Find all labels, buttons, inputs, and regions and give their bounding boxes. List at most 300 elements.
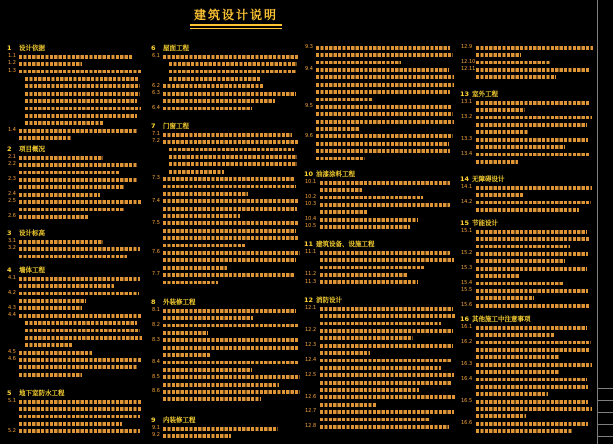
clause-text [19,314,142,318]
clause-text [476,370,559,374]
clause [6,191,142,198]
clause-continuation [303,256,455,263]
clause-text [163,324,298,328]
clause-text [163,107,252,111]
section-number: 14 [460,175,470,183]
clause [459,376,593,383]
clause-number: 14.2 [461,198,473,205]
clause [459,265,593,272]
clause-text [320,322,441,326]
clause [303,249,455,256]
section-number: 7 [151,122,156,130]
clause-number: 15.6 [461,301,473,308]
clause-number: 1.1 [8,53,16,59]
clause [6,305,142,312]
clause-text [316,149,450,153]
clause-number: 4.3 [8,304,16,311]
clause-text [476,407,592,411]
clause-continuation [303,349,455,356]
clause-continuation [6,327,142,334]
clause-text [476,333,555,337]
section-title: 墙体工程 [19,266,45,274]
clause-continuation [459,121,593,128]
clause [459,114,593,121]
clause-number: 12.5 [305,371,317,378]
clause-number: 8.1 [152,307,160,313]
clause-text [316,61,401,65]
clause-number: 4.2 [8,289,16,296]
clause-number: 7.4 [152,197,160,204]
clause [303,357,455,364]
clause [150,337,300,344]
clause-text [476,392,548,396]
clause-text [169,70,296,74]
clause-text [316,98,373,102]
clause-continuation [6,282,142,289]
clause-text [19,415,140,419]
clause-number: 2.3 [8,176,16,183]
clause-continuation [150,68,300,75]
notes-section [303,170,455,231]
clause-continuation [303,416,455,423]
section-title: 设计标高 [19,229,45,237]
clause-number: 12.4 [305,356,317,363]
clause-continuation [150,60,300,67]
clause-continuation [6,105,142,112]
clause-text [316,134,453,138]
clause-text [320,388,419,392]
clause-continuation [303,386,455,393]
clause [303,342,455,349]
section-title: 地下室防水工程 [19,389,65,397]
section-heading [150,416,300,425]
clause [459,44,593,51]
clause-text [163,92,296,96]
clause-continuation [6,184,142,191]
clause-text [163,316,253,320]
clause [459,136,593,143]
clause [6,349,142,356]
section-title: 内装修工程 [163,416,196,424]
clause-text [316,68,449,72]
clause-continuation [150,227,300,234]
clause-continuation [303,74,455,81]
clause-continuation [459,158,593,165]
clause [150,53,300,60]
clause-number: 15.2 [461,250,473,257]
clause-continuation [6,420,142,427]
clause-number: 3.1 [8,238,16,244]
clause-text [163,361,298,365]
clause-number: 1.4 [8,126,16,133]
clause-continuation [6,297,142,304]
clause-continuation [459,129,593,136]
clause [150,432,300,439]
clause-continuation [150,168,300,175]
clause-text [163,229,296,233]
clause-text [25,84,140,88]
clause [459,99,593,106]
clause [6,245,142,252]
section-title: 项目概况 [19,145,45,153]
section-title: 外装修工程 [163,298,196,306]
clause-number: 10.1 [305,179,317,185]
section-number: 5 [7,389,12,397]
clause-text [163,185,296,189]
notes-section [150,44,300,112]
clause-continuation [6,112,142,119]
clause [459,66,593,73]
clause [150,138,300,145]
clause-continuation [303,379,455,386]
clause-continuation [459,51,593,58]
clause-text [320,395,455,399]
clause-text [169,62,297,66]
clause-text [19,62,82,66]
clause-text [320,225,410,229]
section-number: 12 [304,296,314,304]
clause-text [169,162,297,166]
notes-column [6,0,142,444]
clause-text [163,207,297,211]
clause-text [25,99,137,103]
clause-continuation [150,205,300,212]
clause-text [316,112,453,116]
clause-text [163,331,208,335]
section-heading [459,90,593,99]
clause-text [25,121,104,125]
clause [459,228,593,235]
clause-number: 8.6 [152,388,160,395]
clause [150,425,300,432]
clause-continuation [459,413,593,420]
clause [6,53,142,60]
clause-text [476,378,587,382]
clause-text [19,136,72,140]
clause [303,271,455,278]
clause-text [19,292,139,296]
section-number: 15 [460,219,470,227]
clause-text [320,266,424,270]
clause-text [163,368,252,372]
clause-continuation [150,396,300,403]
clause [459,420,593,427]
notes-section [459,219,593,309]
clause-text [320,218,418,222]
clause-continuation [303,118,455,125]
clause-number: 12.8 [305,423,317,430]
clause [459,184,593,191]
clause [6,161,142,168]
clause-continuation [6,97,142,104]
clause-text [19,299,86,303]
clause-number: 16.1 [461,324,473,330]
clause-text [476,429,573,433]
clause-continuation [150,161,300,168]
clause [459,59,593,66]
clause-number: 8.2 [152,321,160,328]
clause-continuation [6,334,142,341]
clause-continuation [150,264,300,271]
clause-text [163,99,275,103]
notes-section [303,240,455,286]
clause [303,327,455,334]
clause-continuation [6,120,142,127]
clause-continuation [150,242,300,249]
clause [150,83,300,90]
clause-text [320,314,455,318]
section-title: 屋面工程 [163,44,189,52]
clause-text [316,75,454,79]
clause-continuation [459,383,593,390]
clause-text [316,83,454,87]
clause-number: 11.3 [305,278,317,285]
clause-text [19,365,137,369]
notes-section [150,298,300,403]
clause-continuation [303,51,455,58]
clause [150,271,300,278]
section-number: 13 [460,90,470,98]
clause-text [25,329,140,333]
clause-text [19,163,137,167]
clause-number: 4.5 [8,348,16,355]
section-number: 8 [151,298,156,306]
clause-text [476,341,591,345]
clause [150,220,300,227]
clause [303,372,455,379]
clause-continuation [459,346,593,353]
notes-section [459,315,593,435]
clause-number: 12.2 [305,327,317,334]
clause-continuation [6,169,142,176]
clause-text [476,108,525,112]
clause-text [19,429,140,433]
clause-text [476,153,590,157]
clause-number: 7.6 [152,249,160,256]
clause-number: 14.1 [461,184,473,190]
clause-continuation [303,96,455,103]
clause-text [476,68,590,72]
clause-text [163,55,299,59]
clause [459,287,593,294]
clause-continuation [303,59,455,66]
clause [303,423,455,430]
clause-text [19,70,142,74]
clause-number: 13.2 [461,113,473,120]
clause-continuation [303,147,455,154]
section-number: 4 [7,266,12,274]
clause-text [320,251,450,255]
clause-number: 13.3 [461,135,473,142]
clause [303,305,455,312]
clause-text [163,236,299,240]
clause-text [476,145,565,149]
clause-number: 2.5 [8,198,16,205]
clause-text [320,410,454,414]
clause-continuation [459,272,593,279]
notes-section [6,44,142,142]
clause-number: 12.1 [305,305,317,311]
section-heading [150,122,300,131]
clause-text [169,77,261,81]
clause [150,175,300,182]
clause [6,198,142,205]
clause-number: 9.5 [305,103,313,110]
clause-text [476,348,590,352]
clause [459,199,593,206]
clause-text [163,214,240,218]
clause-text [476,116,592,120]
clause [303,66,455,73]
clause-number: 5.1 [8,398,16,404]
clause-continuation [459,143,593,150]
clause-text [316,127,360,131]
clause-number: 10.5 [305,223,317,230]
section-number: 16 [460,315,470,323]
clause-text [25,343,72,347]
clause-text [320,188,362,192]
clause-text [320,418,429,422]
clause-text [19,277,140,281]
clause-number: 12.9 [461,44,473,50]
clause-text [320,181,450,185]
clause-text [19,200,142,204]
clause-number: 9.6 [305,132,313,139]
clause [6,154,142,161]
clause-number: 7.7 [152,271,160,278]
clause-text [19,240,103,244]
clause-text [19,178,138,182]
clause-continuation [6,75,142,82]
clause-continuation [150,190,300,197]
clause-continuation [6,413,142,420]
title-block [598,388,613,437]
clause-continuation [6,342,142,349]
section-heading [459,219,593,228]
clause-text [19,185,124,189]
clause [6,428,142,435]
clause-text [316,46,450,50]
section-heading [6,266,142,275]
clause-continuation [303,125,455,132]
clause-number: 2.6 [8,213,16,220]
clause-text [320,366,441,370]
notes-section [6,266,142,378]
clause-continuation [6,83,142,90]
clause-text [476,75,556,79]
title-block-rule [598,424,613,425]
clause-text [476,296,534,300]
section-title: 设计依据 [19,44,45,52]
clause-text [19,156,103,160]
clause-text [476,245,570,249]
clause-text [25,336,142,340]
clause-number: 6.1 [152,53,160,59]
clause-number: 12.3 [305,341,317,348]
notes-section [459,44,593,81]
clause [150,388,300,395]
notes-section [459,175,593,214]
clause-text [320,381,451,385]
clause-continuation [303,264,455,271]
clause-number: 15.4 [461,279,473,286]
clause-text [476,414,526,418]
clause [150,131,300,138]
clause-text [476,160,518,164]
clause-text [169,155,297,159]
clause-text [163,427,278,431]
clause [459,280,593,287]
clause [303,133,455,140]
clause-text [476,186,592,190]
clause-number: 4.1 [8,275,16,281]
clause-continuation [150,153,300,160]
drawing-title: 建筑设计说明 [193,8,278,22]
clause-text [476,237,590,241]
clause [303,44,455,51]
clause-text [320,344,453,348]
section-title: 节能设计 [472,219,498,227]
clause [150,198,300,205]
clause-text [163,309,296,313]
clause-text [19,208,124,212]
clause-number: 15.5 [461,287,473,294]
clause-continuation [459,354,593,361]
clause [6,176,142,183]
clause [459,339,593,346]
clause-text [169,148,294,152]
clause-continuation [459,391,593,398]
clause [303,279,455,286]
notes-section [6,389,142,435]
section-number: 1 [7,44,12,52]
clause-continuation [6,90,142,97]
clause-continuation [303,335,455,342]
section-title: 门窗工程 [163,122,189,130]
clause-number: 2.4 [8,190,16,197]
clause-continuation [303,81,455,88]
clause-text [320,196,423,200]
section-title: 建筑设备、设施工程 [316,240,375,248]
clause-text [320,359,451,363]
clause-continuation [303,209,455,216]
section-number: 6 [151,44,156,52]
clause-continuation [459,191,593,198]
clause-text [19,358,142,362]
clause-number: 4.6 [8,356,16,363]
clause [6,127,142,134]
clause-text [163,133,292,137]
clause-text [163,199,298,203]
section-title: 室外工程 [472,90,498,98]
notes-section [150,122,300,286]
clause-continuation [303,320,455,327]
clause-text [476,138,588,142]
clause-number: 12.11 [461,66,476,73]
clause [150,374,300,381]
clause-text [163,244,245,248]
clause-text [19,284,114,288]
section-heading [303,240,455,249]
clause-text [476,61,551,65]
clause-continuation [459,331,593,338]
clause-text [476,326,587,330]
clause-number: 16.5 [461,397,473,404]
clause [6,290,142,297]
clause-continuation [303,186,455,193]
clause-number: 2.2 [8,161,16,168]
clause-text [316,120,454,124]
